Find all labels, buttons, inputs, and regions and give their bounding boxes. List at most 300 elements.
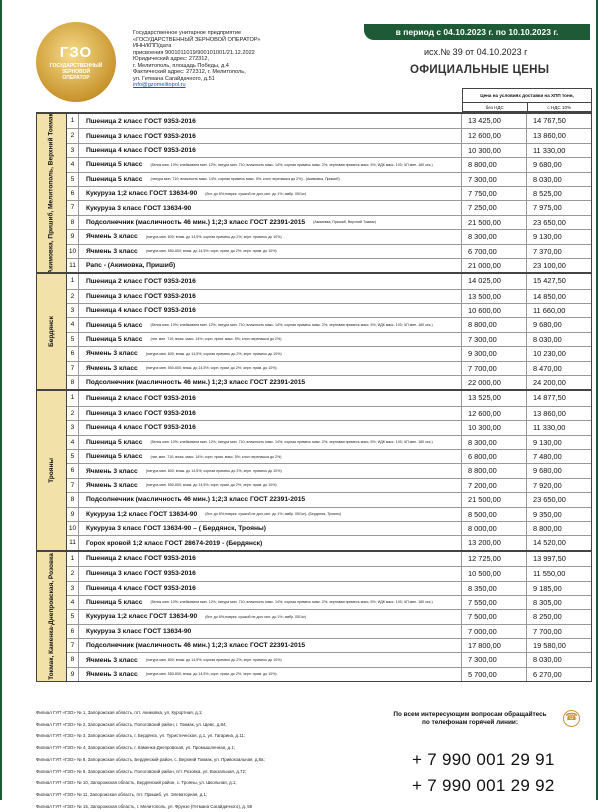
price-no-vat: 7 750,00: [461, 187, 526, 200]
row-number: 3: [67, 421, 79, 434]
product-name: Ячмень 3 класс: [86, 481, 138, 489]
product-cell: [79, 158, 461, 171]
row-number: 6: [67, 347, 79, 360]
product-cell: [79, 347, 461, 360]
row-number: 4: [67, 436, 79, 449]
product-cell: [79, 245, 461, 258]
row-number: 9: [67, 230, 79, 243]
product-cell: [79, 407, 461, 420]
product-spec-note: (белок мин. 10%; клейковина мин. 12%; натура мин. 710; влажность макс. 14%; сорная примесь макс. 2%; зерновая примесь макс. 5%; ИДК макс. 100; ЧП мин. 180 сек.): [150, 440, 433, 445]
product-name: Пшеница 2 класс ГОСТ 9353-2016: [86, 395, 196, 403]
product-name: Пшеница 3 класс ГОСТ 9353-2016: [86, 570, 196, 578]
price-no-vat: 7 300,00: [461, 173, 526, 186]
product-spec-note: (натура мин. 600; влаж. до 14,5%; сорная примесь до 2%; зерн. примесь до 10%): [145, 658, 282, 662]
table-row: [67, 552, 591, 566]
product-name: Пшеница 3 класс ГОСТ 9353-2016: [86, 410, 196, 417]
price-with-vat: 9 130,00: [526, 436, 591, 449]
document-title: ОФИЦИАЛЬНЫЕ ЦЕНЫ: [410, 64, 550, 76]
row-number: 3: [67, 304, 79, 317]
price-with-vat: 11 660,00: [526, 304, 591, 317]
product-cell: [79, 639, 461, 652]
price-no-vat: 7 700,00: [461, 362, 526, 375]
product-cell: [79, 290, 461, 303]
product-cell: [79, 333, 461, 346]
price-with-vat: 8 030,00: [526, 653, 591, 666]
row-number: 1: [67, 114, 79, 128]
product-cell: [79, 362, 461, 375]
product-name: Пшеница 3 класс ГОСТ 9353-2016: [86, 132, 196, 140]
row-number: 1: [67, 552, 79, 566]
price-column-header: [462, 88, 592, 112]
table-row: [67, 406, 591, 420]
product-cell: [79, 144, 461, 157]
company-logo: [36, 22, 116, 102]
row-number: 6: [67, 625, 79, 638]
price-with-vat: 23 100,00: [526, 259, 591, 272]
region-label-text: Акимовка, Пришиб, Мелитополь, Верхний Токмак: [48, 112, 55, 274]
region-label: [37, 274, 67, 389]
row-number: 7: [67, 362, 79, 375]
product-spec-note: (Акимовка, Пришиб, Верхний Токмак): [313, 220, 376, 225]
document-header: [0, 0, 598, 112]
phone-icon: ☎: [563, 710, 580, 727]
price-no-vat: 21 500,00: [461, 216, 526, 229]
product-name: Горох кровой 1;2 класс ГОСТ 28674-2019 - (Бердянск): [86, 539, 263, 547]
product-cell: [79, 567, 461, 580]
row-number: 3: [67, 582, 79, 595]
product-cell: [79, 187, 461, 200]
price-no-vat: 14 025,00: [461, 274, 526, 288]
product-name: Ячмень 3 класс: [86, 671, 138, 679]
product-spec-note: (натура мин. 710; влажность макс. 14%; сорная примесь макс. 5%; клоп черепашка до 2%) - (Акимовка, Пришиб): [150, 177, 340, 182]
table-row: [67, 172, 591, 186]
product-spec-note: (натура мин. 600; влаж. до 14,5%; сорная примесь до 2%; зерн. примесь до 10%): [145, 234, 282, 239]
price-with-vat: 7 480,00: [526, 450, 591, 463]
org-line: присвоения 9001011019/900101001/21.12.2022: [133, 49, 255, 56]
product-cell: [79, 508, 461, 521]
price-with-vat: 23 650,00: [526, 216, 591, 229]
table-row: [67, 317, 591, 331]
table-row: [67, 274, 591, 288]
table-row: [67, 624, 591, 638]
price-header-vat: с НДС 10%: [547, 105, 572, 110]
product-name: Ячмень 3 класс: [86, 364, 138, 372]
product-cell: [79, 201, 461, 214]
org-line: Фактический адрес: 272312, г. Мелитополь,: [133, 69, 246, 75]
product-name: Подсолнечник (масличность 46 мин.) 1;2;3 класс ГОСТ 22391-2015: [86, 379, 306, 387]
product-spec-note: (натура мин. 600; влаж. до 14,5%; сорная примесь до 2%; зерн. примесь до 10%): [145, 468, 282, 473]
logo-subtext: ГОСУДАРСТВЕННЫЙ ЗЕРНОВОЙ ОПЕРАТОР: [49, 62, 103, 81]
table-row: [67, 289, 591, 303]
product-name: Пшеница 5 класс: [86, 453, 143, 461]
product-spec-note: (натура мин. 550-600; влаж. до 14,5%; сорн. прим. до 2%; зерн. прим. до 10%): [145, 483, 277, 488]
logo-text: ГЗО: [59, 43, 93, 61]
product-name: Пшеница 5 класс: [86, 599, 143, 607]
row-number: 8: [67, 376, 79, 389]
price-no-vat: 7 000,00: [461, 625, 526, 638]
price-with-vat: 8 030,00: [526, 173, 591, 186]
table-row: [67, 128, 591, 142]
price-no-vat: 7 300,00: [461, 333, 526, 346]
table-row: [67, 463, 591, 477]
price-with-vat: 10 230,00: [526, 347, 591, 360]
table-row: [67, 609, 591, 623]
table-row: [67, 143, 591, 157]
price-with-vat: 11 330,00: [526, 144, 591, 157]
row-number: 8: [67, 653, 79, 666]
price-with-vat: 7 975,00: [526, 201, 591, 214]
table-row: [67, 375, 591, 389]
price-with-vat: 7 700,00: [526, 625, 591, 638]
org-line: ИНН/КПП/дата: [133, 43, 172, 49]
price-no-vat: 8 300,00: [461, 436, 526, 449]
product-spec-note: (натура мин. 550-600; влаж. до 14,5%; сорн. прим. до 2%; зерн. прим. до 10%): [145, 249, 277, 254]
price-no-vat: 13 500,00: [461, 290, 526, 303]
table-row: [67, 229, 591, 243]
product-name: Кукуруза 3 класс ГОСТ 13634-90: [86, 204, 192, 212]
price-no-vat: 7 250,00: [461, 201, 526, 214]
table-row: [67, 478, 591, 492]
product-cell: [79, 596, 461, 609]
product-name: Пшеница 5 класс: [86, 161, 143, 169]
price-no-vat: 13 425,00: [461, 114, 526, 128]
price-with-vat: 8 470,00: [526, 362, 591, 375]
price-with-vat: 8 030,00: [526, 333, 591, 346]
price-with-vat: 14 520,00: [526, 536, 591, 549]
price-no-vat: 13 200,00: [461, 536, 526, 549]
row-number: 5: [67, 333, 79, 346]
table-row: [67, 244, 591, 258]
row-number: 1: [67, 391, 79, 405]
product-name: Пшеница 4 класс ГОСТ 9353-2016: [86, 146, 196, 154]
branch-address: Филиал ГУП «ГЗО» № 4, Запорожская область, г. Каменка-Днепровская, ул. Промышленная, д.1;: [36, 745, 235, 751]
hotline-phone-1[interactable]: + 7 990 001 29 91: [412, 750, 555, 769]
price-no-vat: 12 725,00: [461, 552, 526, 566]
price-with-vat: 7 920,00: [526, 479, 591, 492]
price-with-vat: 7 370,00: [526, 245, 591, 258]
table-row: [67, 200, 591, 214]
price-with-vat: 13 860,00: [526, 407, 591, 420]
table-row: [67, 303, 591, 317]
table-row: [67, 535, 591, 549]
hotline-caption: По всем интересующим вопросам обращайтесь по телефонам горячей линии:: [393, 711, 547, 726]
product-spec-note: (белок мин. 10%; клейковина мин. 12%; натура мин. 710; влажность макс. 14%; сорная примесь макс. 2%; зерновая примесь макс. 5%; ИДК макс. 100; ЧП мин. 180 сек.): [150, 600, 433, 605]
price-with-vat: 15 427,50: [526, 274, 591, 288]
row-number: 4: [67, 318, 79, 331]
table-row: [67, 652, 591, 666]
branch-address: Филиал ГУП «ГЗО» № 11, Запорожская область, пгт. Пришиб, ул. Элеваторная, д.1;: [36, 791, 208, 797]
row-number: 8: [67, 216, 79, 229]
product-name: Пшеница 2 класс ГОСТ 9353-2016: [86, 117, 196, 125]
row-number: 3: [67, 144, 79, 157]
price-with-vat: 13 997,50: [526, 552, 591, 566]
price-with-vat: 14 767,50: [526, 114, 591, 128]
row-number: 9: [67, 668, 79, 681]
branch-address: Филиал ГУП «ГЗО» № 10, Запорожская область, Бердянский район, с. Трояны, ул. Школьная, д.1;: [36, 780, 237, 786]
price-with-vat: 23 650,00: [526, 493, 591, 506]
branch-address: Филиал ГУП «ГЗО» № 3, Запорожская область, г. Бердянск, ул. Туристическая, д.1, ул. Гагарина, д.11;: [36, 733, 245, 739]
product-cell: [79, 318, 461, 331]
table-row: [67, 361, 591, 375]
price-no-vat: 22 000,00: [461, 376, 526, 389]
price-no-vat: 8 350,00: [461, 582, 526, 595]
price-no-vat: 13 525,00: [461, 391, 526, 405]
price-no-vat: 8 800,00: [461, 158, 526, 171]
region-label-text: Токмак, Каменка-Днепровская, Розовка: [48, 553, 56, 680]
row-number: 5: [67, 173, 79, 186]
product-spec-note: (нат. мин. 710; влаж. макс. 14%; сорн. прим. макс. 5%; клоп черепашка до 2%): [150, 337, 282, 342]
product-cell: [79, 450, 461, 463]
row-number: 2: [67, 567, 79, 580]
price-no-vat: 6 800,00: [461, 450, 526, 463]
product-cell: [79, 129, 461, 142]
branch-address: Филиал ГУП «ГЗО» № 8, Запорожская область, Бердянский район, с. Верхний Токмак, ул. Привокзальная, д.8а;: [36, 756, 265, 762]
product-name: Ячмень 3 класс: [86, 656, 138, 664]
table-row: [67, 492, 591, 506]
price-no-vat: 6 700,00: [461, 245, 526, 258]
product-cell: [79, 653, 461, 666]
region-block: [36, 550, 592, 683]
product-spec-note: (натура мин. 550-600; влаж. до 14,5%; сорн. прим. до 2%; зерн. прим. до 10%): [145, 366, 277, 371]
price-no-vat: 8 800,00: [461, 464, 526, 477]
price-no-vat: 12 600,00: [461, 407, 526, 420]
product-name: Пшеница 4 класс ГОСТ 9353-2016: [86, 424, 196, 432]
price-no-vat: 8 500,00: [461, 508, 526, 521]
product-spec-note: (натура мин. 550-600; влаж. до 14,5%; сорн. прим. до 2%; зерн. прим. до 10%): [145, 672, 277, 677]
org-line: ул. Гетмана Сагайдачного, д.51: [133, 75, 215, 82]
price-with-vat: 14 877,50: [526, 391, 591, 405]
table-row: [67, 420, 591, 434]
product-name: Ячмень 3 класс: [86, 247, 138, 255]
row-number: 6: [67, 187, 79, 200]
org-line: Юридический адрес: 272312,: [133, 56, 210, 62]
product-cell: [79, 610, 461, 623]
price-no-vat: 10 500,00: [461, 567, 526, 580]
price-with-vat: 11 550,00: [526, 567, 591, 580]
price-with-vat: 14 850,00: [526, 290, 591, 303]
product-cell: [79, 479, 461, 492]
row-number: 5: [67, 610, 79, 623]
product-cell: [79, 376, 461, 389]
product-cell: [79, 421, 461, 434]
product-name: Пшеница 5 класс: [86, 336, 143, 344]
price-with-vat: 9 185,00: [526, 582, 591, 595]
price-no-vat: 12 600,00: [461, 129, 526, 142]
product-name: Пшеница 4 класс ГОСТ 9353-2016: [86, 307, 196, 315]
price-with-vat: 13 860,00: [526, 129, 591, 142]
product-cell: [79, 216, 461, 229]
table-row: [67, 638, 591, 652]
branch-address: Филиал ГУП «ГЗО» № 1, Запорожская область, пгт. Акимовка, ул. Курортная, д.1;: [36, 710, 203, 715]
org-line: Государственное унитарное предприятие: [133, 30, 242, 36]
row-number: 6: [67, 464, 79, 477]
price-no-vat: 5 700,00: [461, 668, 526, 681]
product-spec-note: (белок мин. 10%; клейковина мин. 12%; натура мин. 710; влажность макс. 14%; сорная примесь макс. 2%; зерновая примесь макс. 5%; ИДК макс. 100; ЧП мин. 180 сек.): [150, 323, 433, 328]
table-row: [67, 186, 591, 200]
row-number: 10: [67, 522, 79, 535]
table-row: [67, 391, 591, 405]
row-number: 7: [67, 639, 79, 652]
table-row: [67, 346, 591, 360]
row-number: 9: [67, 508, 79, 521]
row-number: 5: [67, 450, 79, 463]
product-cell: [79, 522, 461, 535]
price-with-vat: 9 350,00: [526, 508, 591, 521]
price-header-title: Цена на условиях доставки на ХПП тонн,: [463, 89, 591, 103]
hotline-phone-2[interactable]: + 7 990 001 29 92: [412, 776, 555, 795]
product-spec-note: (бит. до 6%;поврек. сушкой не доп.;исп. до 1%; амбр. 05/1кг)- (Бердянск, Трояны): [205, 512, 341, 517]
product-spec-note: (бит. до 6%;поврек. сушкой не доп.;исп. до 1%; амбр. 05/1кг): [205, 614, 307, 619]
product-name: Подсолнечник (масличность 46 мин.) 1;2;3 класс ГОСТ 22391-2015: [86, 218, 306, 226]
product-name: Пшеница 5 класс: [86, 175, 143, 183]
branch-address: Филиал ГУП «ГЗО» № 9, Запорожская область, Пологовский район, пгт. Розовка, ул. Вокзальная, д.72;: [36, 768, 247, 774]
reference-number: исх.№ 39 от 04.10.2023 г: [424, 47, 528, 57]
region-label: [37, 552, 67, 682]
table-row: [67, 215, 591, 229]
table-row: [67, 435, 591, 449]
price-no-vat: 21 000,00: [461, 259, 526, 272]
row-number: 11: [67, 536, 79, 549]
period-banner: в период с 04.10.2023 г. по 10.10.2023 г.: [364, 24, 590, 40]
price-no-vat: 9 300,00: [461, 347, 526, 360]
product-name: Рапс - (Акимовка, Пришиб): [86, 262, 176, 270]
product-name: Пшеница 2 класс ГОСТ 9353-2016: [86, 277, 196, 285]
org-line: «ГОСУДАРСТВЕННЫЙ ЗЕРНОВОЙ ОПЕРАТОР»: [133, 36, 261, 43]
email-link[interactable]: info@gzomelitopol.ru: [133, 82, 186, 88]
price-no-vat: 8 800,00: [461, 318, 526, 331]
table-row: [67, 258, 591, 272]
price-no-vat: 7 550,00: [461, 596, 526, 609]
product-name: Кукуруза 1;2 класс ГОСТ 13634-90: [86, 510, 198, 518]
product-cell: [79, 304, 461, 317]
price-with-vat: 8 525,00: [526, 187, 591, 200]
product-cell: [79, 230, 461, 243]
table-row: [67, 332, 591, 346]
product-name: Пшеница 5 класс: [86, 321, 143, 329]
product-cell: [79, 391, 461, 405]
branch-list: [36, 707, 376, 812]
row-number: 2: [67, 407, 79, 420]
price-with-vat: 11 330,00: [526, 421, 591, 434]
product-name: Пшеница 3 класс ГОСТ 9353-2016: [86, 292, 196, 300]
row-number: 7: [67, 201, 79, 214]
row-number: 7: [67, 479, 79, 492]
product-cell: [79, 464, 461, 477]
price-no-vat: 7 200,00: [461, 479, 526, 492]
region-block: [36, 272, 592, 390]
price-with-vat: 6 270,00: [526, 668, 591, 681]
price-no-vat: 17 800,00: [461, 639, 526, 652]
row-number: 10: [67, 245, 79, 258]
price-no-vat: 7 500,00: [461, 610, 526, 623]
price-no-vat: 8 300,00: [461, 230, 526, 243]
region-label: [37, 391, 67, 549]
product-name: Пшеница 5 класс: [86, 438, 143, 446]
table-row: [67, 114, 591, 128]
product-spec-note: (белок мин. 10%; клейковина мин. 12%; натура мин. 710; влажность макс. 14%; сорная примесь макс. 2%; зерновая примесь макс. 5%; ИДК макс. 100; ЧП мин. 180 сек.): [150, 162, 433, 167]
organization-details: [133, 30, 333, 89]
row-number: 2: [67, 290, 79, 303]
region-block: [36, 112, 592, 273]
price-no-vat: 8 000,00: [461, 522, 526, 535]
table-row: [67, 581, 591, 595]
product-cell: [79, 493, 461, 506]
product-name: Кукуруза 3 класс ГОСТ 13634-90: [86, 627, 192, 635]
row-number: 1: [67, 274, 79, 288]
product-cell: [79, 274, 461, 288]
region-label-text: Трояны: [47, 458, 55, 483]
row-number: 4: [67, 158, 79, 171]
price-no-vat: 21 500,00: [461, 493, 526, 506]
product-cell: [79, 582, 461, 595]
price-with-vat: 8 250,00: [526, 610, 591, 623]
product-name: Кукуруза 3 класс ГОСТ 13634-90 – ( Бердянск, Трояны): [86, 525, 266, 533]
price-with-vat: 8 305,00: [526, 596, 591, 609]
price-table: [36, 112, 592, 682]
product-name: Пшеница 4 класс ГОСТ 9353-2016: [86, 584, 196, 592]
price-with-vat: 24 200,00: [526, 376, 591, 389]
product-cell: [79, 536, 461, 549]
table-row: [67, 521, 591, 535]
branch-address: Филиал ГУП «ГЗО» № 15, Запорожская область, г. Мелитополь, ул. Фрунзе (Гетмана Сагайдачного), д. 59: [36, 803, 253, 809]
table-row: [67, 507, 591, 521]
product-cell: [79, 436, 461, 449]
product-name: Ячмень 3 класс: [86, 350, 138, 358]
product-name: Кукуруза 1;2 класс ГОСТ 13634-90: [86, 613, 198, 621]
table-row: [67, 157, 591, 171]
document-footer: [0, 700, 598, 809]
product-cell: [79, 552, 461, 566]
price-with-vat: 9 130,00: [526, 230, 591, 243]
region-block: [36, 389, 592, 550]
product-name: Пшеница 2 класс ГОСТ 9353-2016: [86, 555, 196, 563]
product-name: Кукуруза 1;2 класс ГОСТ 13634-90: [86, 190, 198, 198]
price-no-vat: 7 300,00: [461, 653, 526, 666]
table-row: [67, 595, 591, 609]
row-number: 11: [67, 259, 79, 272]
price-no-vat: 10 600,00: [461, 304, 526, 317]
product-spec-note: (натура мин. 600; влаж. до 14,5%; сорная примесь до 2%; зерн. примесь до 10%): [145, 351, 282, 356]
branch-address: Филиал ГУП «ГЗО» № 2, Запорожская область, Пологовский район, г. Токмак, ул. Щевс, д.84;: [36, 721, 227, 727]
product-cell: [79, 625, 461, 638]
product-name: Ячмень 3 класс: [86, 467, 138, 475]
region-label-text: Бердянск: [48, 316, 55, 348]
product-spec-note: (нат. мин. 710; влаж. макс. 14%; сорн. прим. макс. 5%; клоп черепашка до 2%): [150, 454, 282, 459]
price-with-vat: 19 580,00: [526, 639, 591, 652]
price-with-vat: 9 680,00: [526, 464, 591, 477]
price-no-vat: 10 300,00: [461, 144, 526, 157]
product-name: Подсолнечник (масличность 46 мин.) 1;2;3 класс ГОСТ 22391-2015: [86, 642, 306, 650]
price-no-vat: 10 300,00: [461, 421, 526, 434]
product-cell: [79, 668, 461, 681]
product-spec-note: (бит. до 6%;поврек. сушкой не доп.;исп. до 1%; амбр. 05/1кг): [205, 191, 307, 196]
price-with-vat: 9 680,00: [526, 318, 591, 331]
table-row: [67, 667, 591, 681]
row-number: 4: [67, 596, 79, 609]
price-with-vat: 8 800,00: [526, 522, 591, 535]
org-line: г. Мелитополь, площадь Победы, д.4: [133, 62, 229, 69]
row-number: 2: [67, 129, 79, 142]
region-label: [37, 114, 67, 272]
price-header-no-vat: без НДС: [463, 103, 528, 112]
table-row: [67, 449, 591, 463]
product-cell: [79, 259, 461, 272]
product-cell: [79, 114, 461, 128]
product-cell: [79, 173, 461, 186]
price-with-vat: 9 680,00: [526, 158, 591, 171]
row-number: 8: [67, 493, 79, 506]
table-row: [67, 566, 591, 580]
